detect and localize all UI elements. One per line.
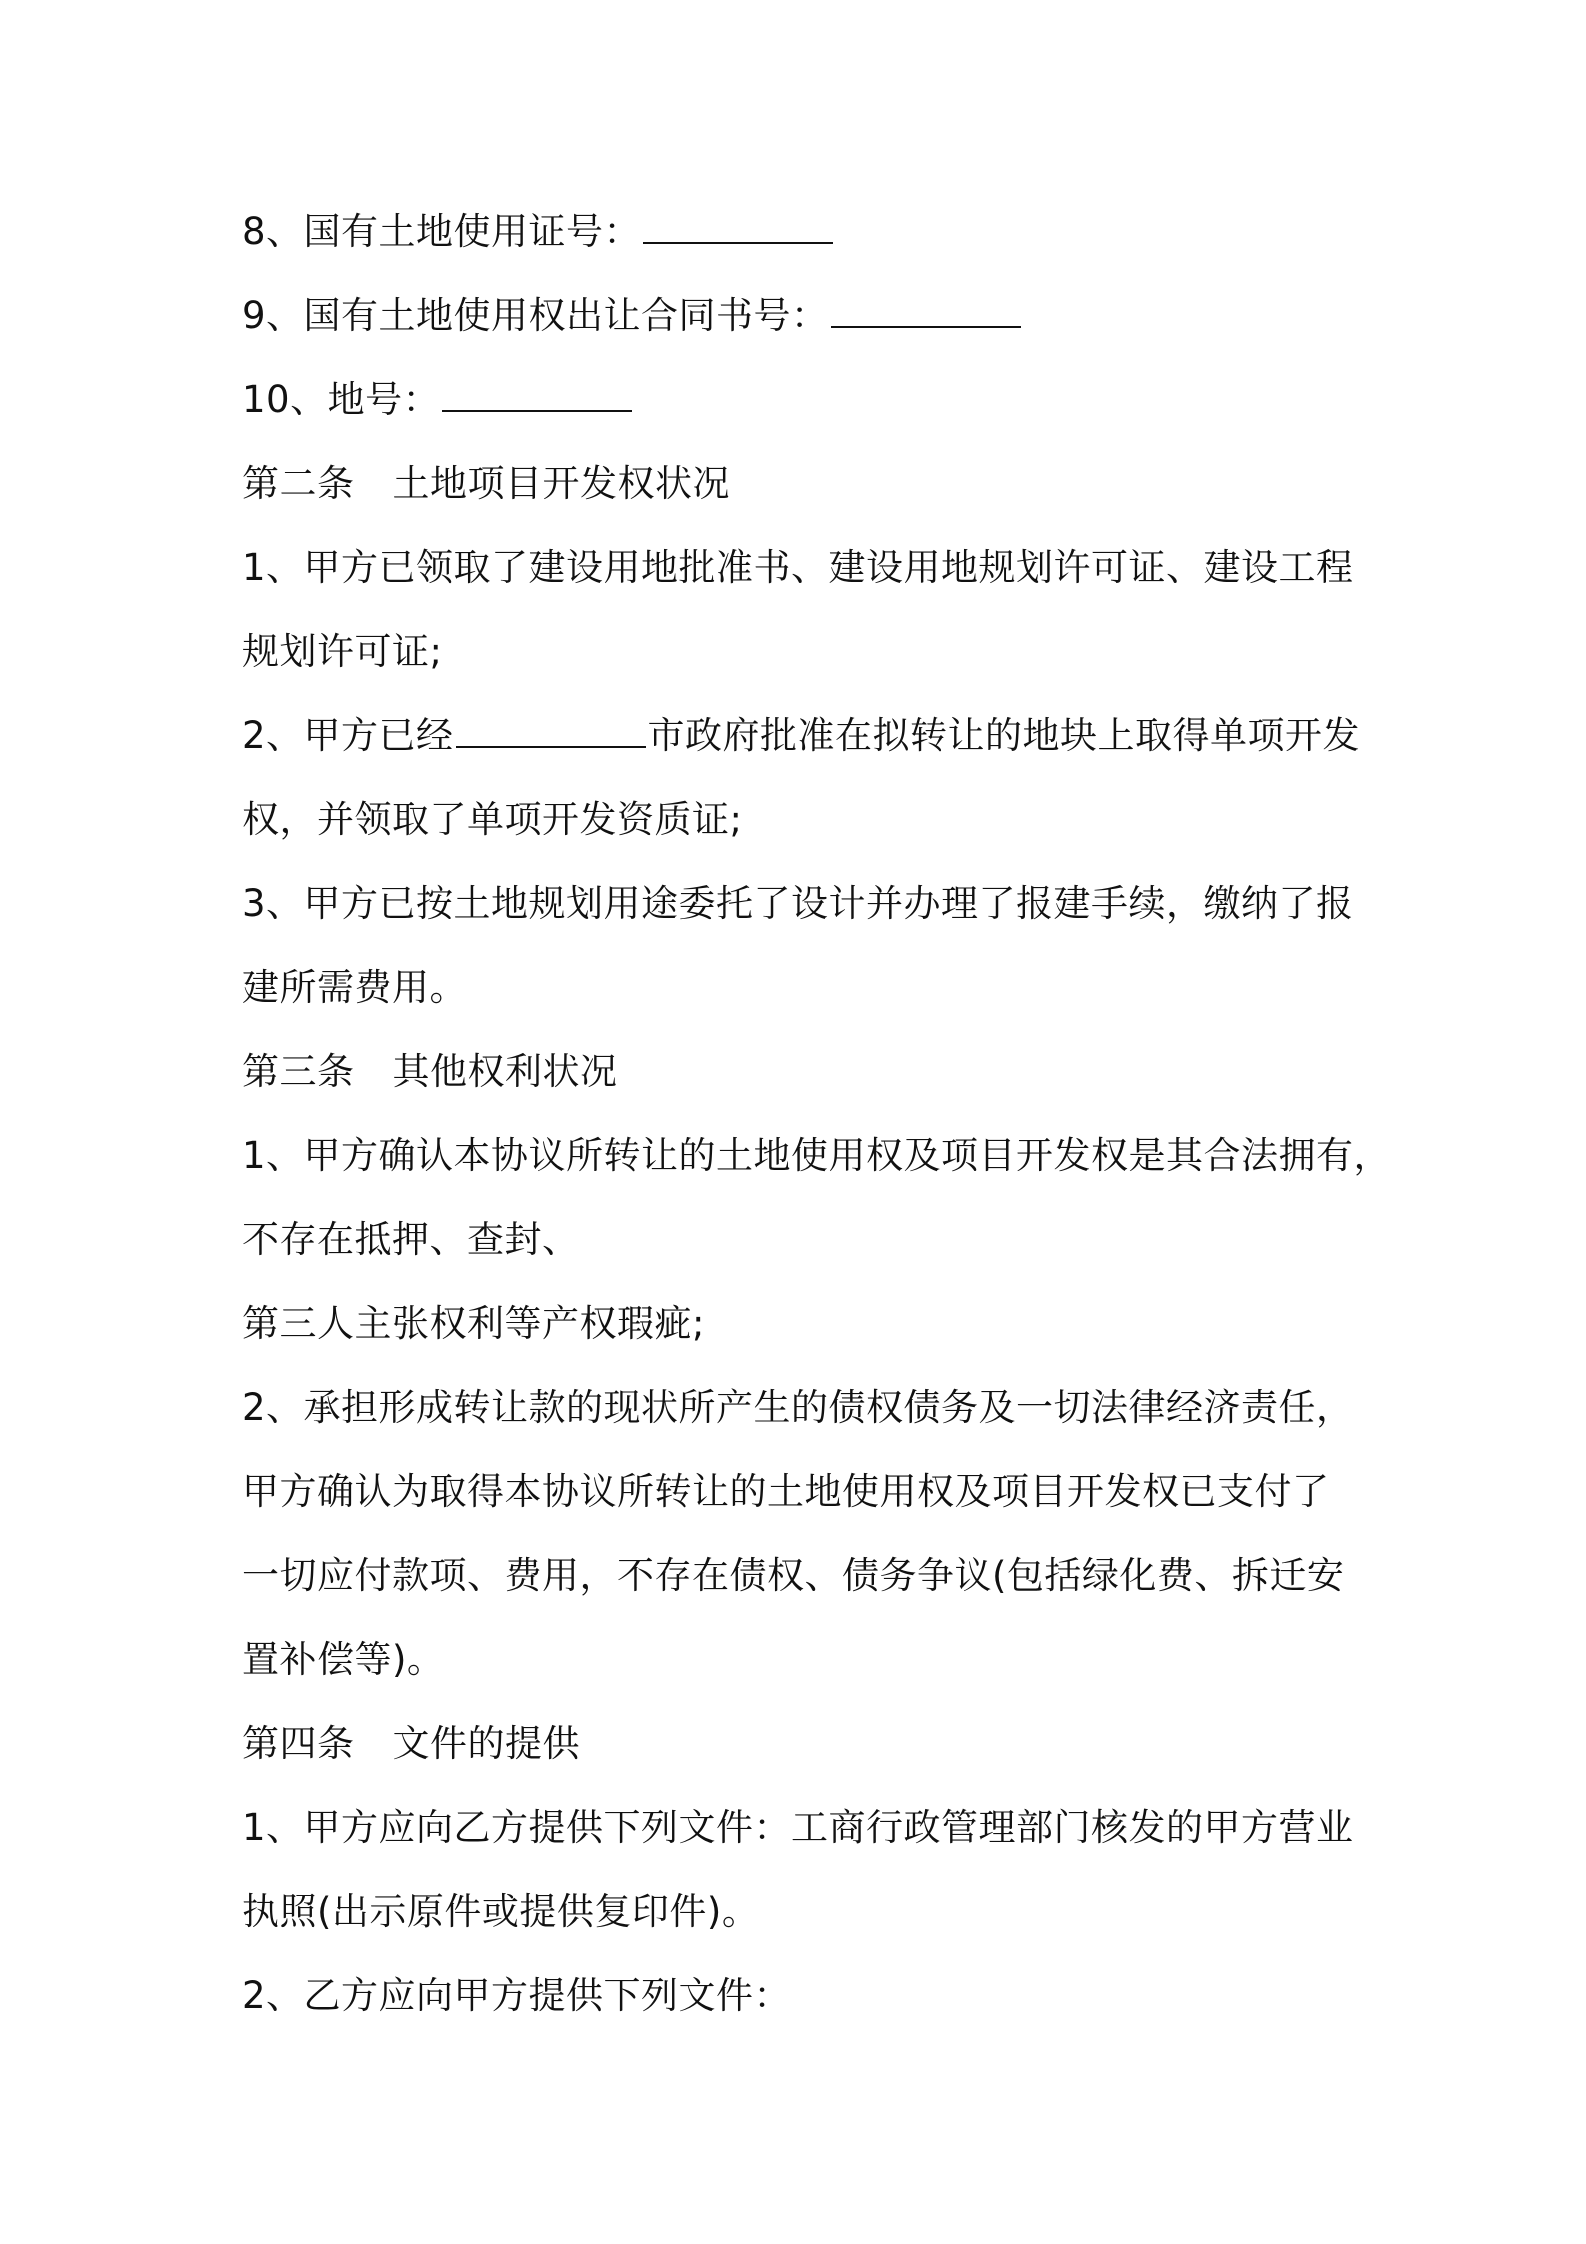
article-3-p2-line4: 置补偿等)。 [242,1638,445,1681]
item-9 [242,292,1402,340]
article-2-p2-line1 [242,712,1402,760]
article-3-p2-line1: 2、承担形成转让款的现状所产生的债权债务及一切法律经济责任， [242,1386,1354,1429]
article-2-heading [242,460,1402,508]
article-4-title: 文件的提供 [392,1722,580,1765]
item-8 [242,208,1402,256]
item-9-blank [831,294,1021,328]
article-2-number: 第二条 [242,462,355,505]
article-3-number: 第三条 [242,1050,355,1093]
article-3-p1-line3: 第三人主张权利等产权瑕疵; [242,1302,705,1345]
article-4-p1-line1: 1、甲方应向乙方提供下列文件：工商行政管理部门核发的甲方营业 [242,1806,1354,1849]
article-2-p3-line1: 3、甲方已按土地规划用途委托了设计并办理了报建手续，缴纳了报 [242,882,1354,925]
article-4-heading [242,1720,1402,1768]
article-2-p2-text-a: 2、甲方已经 [242,714,454,757]
article-2-p2-blank [456,714,646,748]
article-2-p2-line2: 权，并领取了单项开发资质证; [242,798,743,841]
article-3-p2-line2: 甲方确认为取得本协议所转让的土地使用权及项目开发权已支付了 [242,1470,1330,1513]
article-3-title: 其他权利状况 [392,1050,618,1093]
item-8-label: 8、国有土地使用证号： [242,210,642,253]
article-2-p1-line2: 规划许可证; [242,630,443,673]
article-3-p1-line2: 不存在抵押、查封、 [242,1218,580,1261]
article-3-p1-line1: 1、甲方确认本协议所转让的土地使用权及项目开发权是其合法拥有， [242,1134,1392,1177]
article-4-p1-line2: 执照(出示原件或提供复印件)。 [242,1890,760,1933]
item-9-label: 9、国有土地使用权出让合同书号： [242,294,829,337]
article-3-heading [242,1048,1402,1096]
item-10-label: 10、地号： [242,378,441,421]
item-10-blank [442,378,632,412]
item-8-blank [643,210,833,244]
article-2-title: 土地项目开发权状况 [392,462,730,505]
article-2-p2-text-b: 市政府批准在拟转让的地块上取得单项开发 [647,714,1361,757]
article-4-number: 第四条 [242,1722,355,1765]
article-2-p1-line1: 1、甲方已领取了建设用地批准书、建设用地规划许可证、建设工程 [242,546,1354,589]
article-3-p2-line3: 一切应付款项、费用，不存在债权、债务争议(包括绿化费、拆迁安 [242,1554,1345,1597]
article-2-p3-line2: 建所需费用。 [242,966,467,1009]
item-10 [242,376,1402,424]
article-4-p2-line1: 2、乙方应向甲方提供下列文件： [242,1974,792,2017]
